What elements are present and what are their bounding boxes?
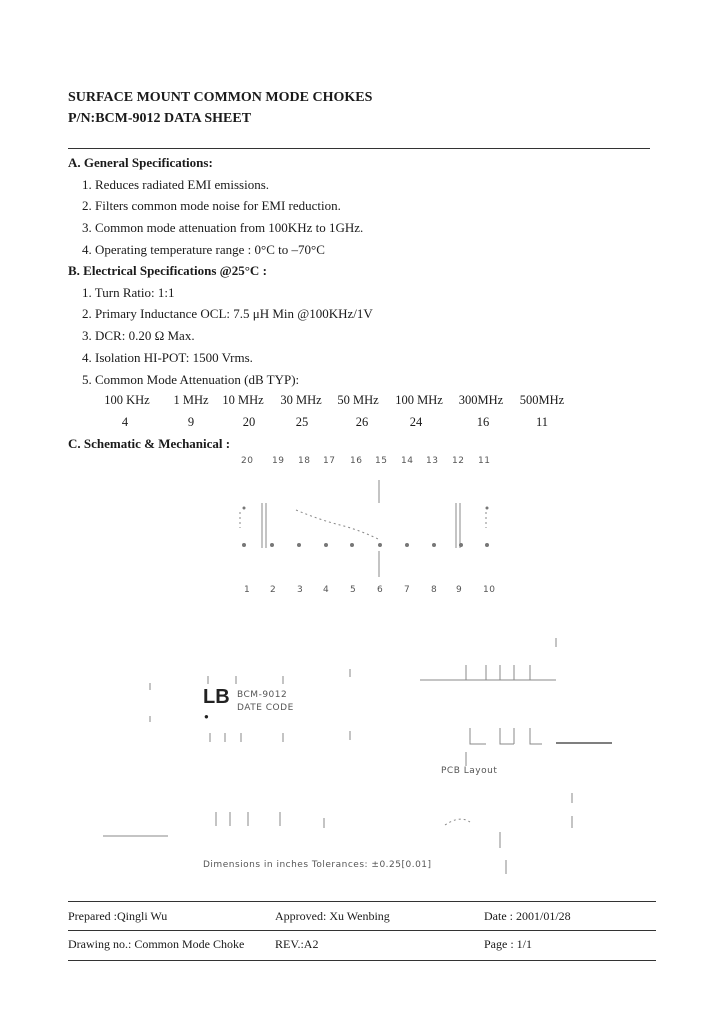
part-marking: BCM-9012 [237, 690, 288, 700]
prepared-by: Prepared :Qingli Wu [68, 909, 168, 923]
revision: REV.:A2 [275, 937, 319, 951]
general-spec-item: 3. Common mode attenuation from 100KHz to 1GHz. [82, 220, 364, 235]
pin-label: 11 [478, 456, 491, 466]
freq-header: 500MHz [519, 393, 565, 407]
document-date: Date : 2001/01/28 [484, 909, 571, 923]
pin-label: 14 [401, 456, 414, 466]
approved-by: Approved: Xu Wenbing [275, 909, 390, 923]
pin-label: 5 [350, 585, 357, 595]
dimensions-note: Dimensions in inches Tolerances: ±0.25[0.01] [203, 860, 432, 870]
freq-header: 30 MHz [280, 393, 322, 407]
pin-label: 8 [431, 585, 438, 595]
footer-divider-middle [68, 930, 656, 931]
general-spec-item: 4. Operating temperature range : 0°C to –70°C [82, 242, 325, 257]
atten-value: 11 [535, 415, 549, 429]
freq-header: 50 MHz [337, 393, 379, 407]
footer-divider-top [68, 901, 656, 902]
electrical-spec-item: 2. Primary Inductance OCL: 7.5 μH Min @100KHz/1V [82, 306, 373, 321]
atten-value: 4 [121, 415, 129, 429]
atten-value: 9 [187, 415, 195, 429]
pin-label: 13 [426, 456, 439, 466]
freq-header: 10 MHz [222, 393, 264, 407]
freq-header: 1 MHz [173, 393, 209, 407]
electrical-spec-item: 3. DCR: 0.20 Ω Max. [82, 328, 195, 343]
document-title: SURFACE MOUNT COMMON MODE CHOKES [68, 90, 373, 105]
freq-header: 100 KHz [104, 393, 150, 407]
pin-label: 6 [377, 585, 384, 595]
atten-value: 16 [476, 415, 490, 429]
atten-value: 20 [242, 415, 256, 429]
pin-label: 15 [375, 456, 388, 466]
pin-label: 20 [241, 456, 254, 466]
pin1-dot-icon: ● [204, 712, 209, 721]
pin-label: 9 [456, 585, 463, 595]
pin-label: 4 [323, 585, 330, 595]
electrical-spec-item: 1. Turn Ratio: 1:1 [82, 285, 175, 300]
atten-value: 25 [295, 415, 309, 429]
pcb-layout-caption: PCB Layout [441, 766, 498, 776]
electrical-spec-item: 5. Common Mode Attenuation (dB TYP): [82, 372, 300, 387]
general-spec-item: 1. Reduces radiated EMI emissions. [82, 177, 270, 192]
pin-label: 2 [270, 585, 277, 595]
general-specs-heading: A. General Specifications: [68, 155, 213, 170]
part-number-title: P/N:BCM-9012 DATA SHEET [68, 111, 252, 126]
freq-header: 100 MHz [395, 393, 443, 407]
pin-label: 16 [350, 456, 363, 466]
pin-label: 17 [323, 456, 336, 466]
electrical-spec-item: 4. Isolation HI-POT: 1500 Vrms. [82, 350, 253, 365]
pin-label: 1 [244, 585, 251, 595]
page-number: Page : 1/1 [484, 937, 532, 951]
footer-divider-bottom [68, 960, 656, 961]
pin-label: 7 [404, 585, 411, 595]
freq-header: 300MHz [458, 393, 504, 407]
general-spec-item: 2. Filters common mode noise for EMI reduction. [82, 198, 341, 213]
date-code-marking: DATE CODE [237, 703, 294, 713]
electrical-specs-heading: B. Electrical Specifications @25°C : [68, 263, 267, 278]
pin-label: 18 [298, 456, 311, 466]
pin-label: 3 [297, 585, 304, 595]
drawing-number: Drawing no.: Common Mode Choke [68, 937, 245, 951]
schematic-heading: C. Schematic & Mechanical : [68, 436, 231, 451]
pin-label: 12 [452, 456, 465, 466]
brand-logo: LB [203, 686, 230, 708]
atten-value: 26 [355, 415, 369, 429]
pin-label: 10 [483, 585, 496, 595]
pin-label: 19 [272, 456, 285, 466]
atten-value: 24 [409, 415, 423, 429]
